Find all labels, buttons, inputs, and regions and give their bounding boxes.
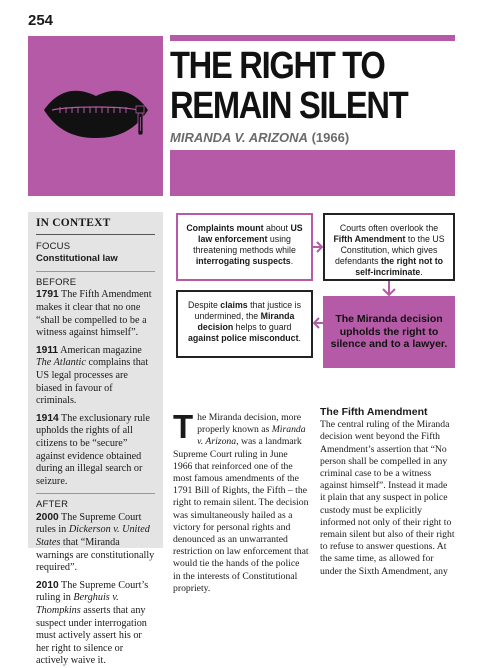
flowchart-box-complaints: Complaints mount about US law enforcement using threatening methods while interrogating suspects. — [176, 213, 313, 281]
body-text: he Miranda decision, more properly known as — [197, 412, 302, 436]
page-title-line-2: REMAIN SILENT — [170, 85, 408, 127]
body-text: The central ruling of the Miranda decision went beyond the Fifth Amendment’s assertion that “No person shall be compelled in any criminal case to be a witness against himself”. Instead it made it plain that any suspect in police custody must be explicitly informed not only of their right to remain silent but also of their right to refuse to answer questions. At the same time, as allowed for under the Sixth Amendment, any — [320, 419, 455, 577]
title-block — [170, 46, 455, 145]
publication-name: The Atlantic — [36, 357, 86, 369]
timeline-text: complains that US legal processes are biased in favour of criminals. — [36, 357, 149, 407]
timeline-text: The Fifth Amendment makes it clear that no one “shall be compelled to be a witness against himself”. — [36, 289, 152, 339]
body-column-left — [173, 408, 309, 594]
case-name: MIRANDA V. ARIZONA — [170, 130, 308, 145]
case-reference: Berghuis v. Thompkins — [36, 592, 119, 617]
timeline-entry — [36, 345, 155, 408]
sidebar-heading: IN CONTEXT — [36, 217, 155, 235]
page-title-line-1: THE RIGHT TO — [170, 45, 385, 87]
zipped-lips-icon — [38, 76, 154, 146]
timeline-text: that “Miranda warnings are constitutionally required”. — [36, 537, 155, 574]
hero-image — [28, 36, 163, 196]
focus-label: FOCUS — [36, 240, 71, 252]
flowchart-box-fifth-amendment: Courts often overlook the Fifth Amendment to the US Constitution, which gives defendants the right not to self-incriminate. — [323, 213, 455, 281]
flowchart-box-miranda-decision: The Miranda decision upholds the right to silence and to a lawyer. — [323, 296, 455, 368]
drop-cap: T — [173, 408, 194, 445]
arrow-right-icon — [312, 241, 325, 253]
timeline-entry — [36, 512, 155, 575]
section-heading: The Fifth Amendment — [320, 406, 428, 418]
timeline-text: The Supreme Court rules in — [36, 511, 142, 536]
case-year: (1966) — [311, 130, 350, 145]
timeline-year: 1914 — [36, 412, 59, 424]
before-label: BEFORE — [36, 276, 77, 288]
timeline-entry — [36, 289, 155, 339]
body-text: , was a landmark Supreme Court ruling in June 1966 that reinforced one of the most famous amendments of the 1791 Bill of Rights, the Fifth – the right to remain silent. The decision was simultaneously hailed as a victory for personal rights and denounced as an unwarranted restriction on law enforcement that would tie the hands of the police in the interests of Constitutional propriety. — [173, 436, 309, 594]
timeline-year: 1911 — [36, 344, 59, 356]
page-number: 254 — [28, 12, 54, 29]
case-reference: Dickerson v. United States — [36, 524, 150, 549]
timeline-text: The exclusionary rule upholds the rights of all citizens to be “secure” against evidence obtained during an illegal search or seizure. — [36, 412, 150, 487]
after-label: AFTER — [36, 499, 69, 511]
sidebar-divider — [36, 493, 155, 494]
focus-value: Constitutional law — [36, 253, 155, 272]
flowchart-box-police-misconduct: Despite claims that justice is undermined, the Miranda decision helps to guard against police misconduct. — [176, 290, 313, 358]
body-column-right — [320, 406, 455, 577]
timeline-entry — [36, 580, 155, 668]
timeline-text: American magazine — [60, 344, 142, 356]
in-context-sidebar — [28, 212, 163, 667]
timeline-year: 2000 — [36, 511, 59, 523]
timeline-year: 1791 — [36, 289, 59, 301]
arrow-down-icon — [382, 281, 396, 297]
case-reference: Miranda v. Arizona — [197, 424, 306, 448]
page-subtitle — [170, 130, 455, 145]
title-accent-block — [170, 150, 455, 196]
timeline-text: The Supreme Court’s ruling in — [36, 579, 149, 604]
timeline-year: 2010 — [36, 579, 59, 591]
arrow-left-icon — [311, 317, 324, 329]
timeline-text: asserts that any suspect under interrogation must actively assert his or her right to silence or actively waive it. — [36, 605, 147, 667]
timeline-entry — [36, 413, 155, 489]
title-accent-bar — [170, 35, 455, 41]
